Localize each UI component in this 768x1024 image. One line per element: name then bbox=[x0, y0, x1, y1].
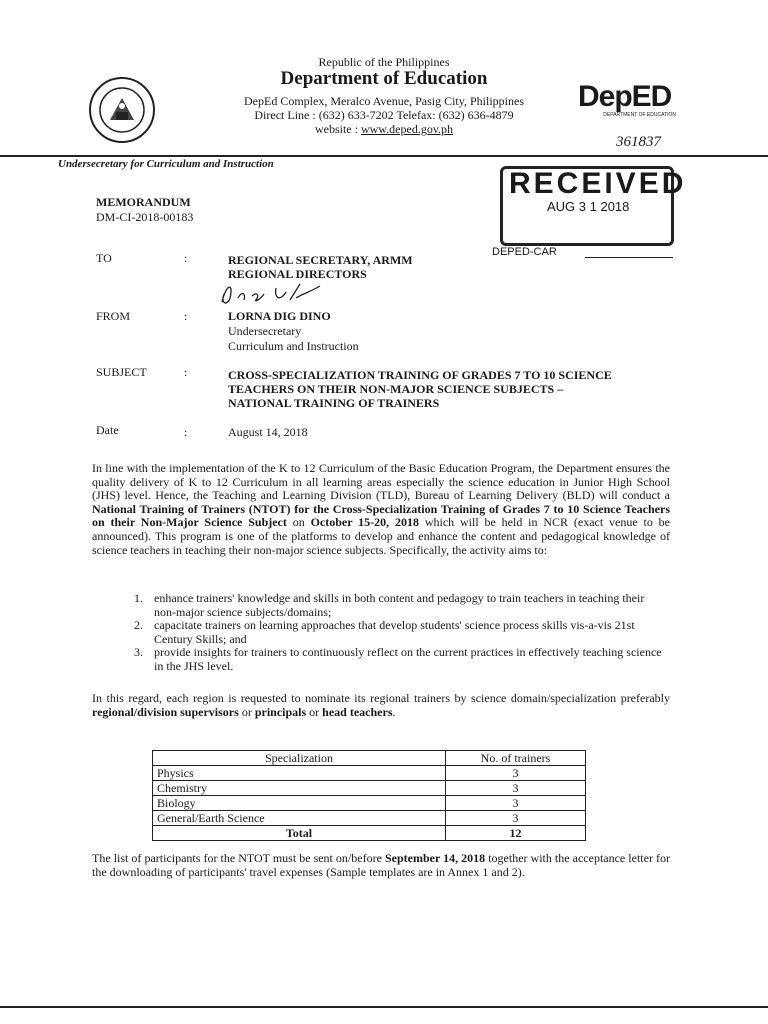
logo-wordmark: DepED bbox=[578, 80, 672, 113]
aim-item bbox=[134, 646, 666, 673]
from-label: FROM bbox=[96, 309, 131, 323]
nomination-text-c: or bbox=[238, 704, 255, 719]
aim-number: 1. bbox=[134, 591, 143, 605]
intro-paragraph bbox=[92, 462, 670, 557]
table-cell-count: 3 bbox=[446, 796, 586, 811]
header-rule bbox=[0, 155, 768, 157]
nomination-text-g: . bbox=[392, 704, 396, 719]
from-name: LORNA DIG DINO bbox=[228, 309, 331, 323]
memo-number: DM-CI-2018-00183 bbox=[96, 210, 194, 224]
subject-colon: : bbox=[184, 365, 188, 379]
table-row bbox=[153, 811, 586, 826]
aim-item bbox=[134, 592, 666, 619]
table-row bbox=[153, 796, 586, 811]
aim-item bbox=[134, 619, 666, 646]
from-title-1: Undersecretary bbox=[228, 324, 302, 338]
intro-text-a: In line with the implementation of the K to 12 Curriculum of the Basic Education Program, the Department ensures the quality delivery of K to 12 Curriculum in all learning areas especially the science education in Junior High School (JHS) level. Hence, the Teaching and Learning Division (TLD), Bureau of Learning Delivery (BLD) will conduct a bbox=[92, 461, 670, 503]
intro-training-dates: October 15-20, 2018 bbox=[310, 515, 420, 530]
stamp-date: AUG 3 1 2018 bbox=[547, 199, 630, 214]
date-label: Date bbox=[96, 423, 119, 437]
contact-line: Direct Line : (632) 633-7202 Telefax: (632) 636-4879 bbox=[254, 108, 514, 122]
table-cell-specialization: General/Earth Science bbox=[153, 811, 446, 826]
aim-number: 3. bbox=[134, 645, 143, 660]
date-colon: : bbox=[184, 425, 188, 439]
website-line bbox=[214, 122, 554, 137]
stamp-line bbox=[585, 257, 673, 258]
intro-training-title: National Training of Trainers (NTOT) for the Cross-Specialization Training of Grades 7 to 10 Science Teachers on their Non-Major Science Subject bbox=[92, 501, 670, 530]
table-header-specialization: Specialization bbox=[153, 751, 446, 766]
to-colon: : bbox=[184, 251, 188, 265]
table-cell-count: 3 bbox=[446, 811, 586, 826]
aim-text: enhance trainers' knowledge and skills in both content and pedagogy to train teachers in teaching their non-major science subjects/domains; bbox=[154, 591, 645, 619]
intro-text-c: on bbox=[286, 515, 311, 530]
received-stamp bbox=[500, 166, 687, 246]
nomination-text-e: or bbox=[306, 704, 323, 719]
nomination-paragraph bbox=[92, 692, 670, 719]
nomination-principals: principals bbox=[254, 704, 307, 719]
aim-text: capacitate trainers on learning approaches that develop students' science process skills vis-a-vis 21st Century Skills; and bbox=[154, 618, 635, 646]
date-value: August 14, 2018 bbox=[228, 425, 308, 439]
table-header-row bbox=[153, 751, 586, 766]
table-total-label: Total bbox=[153, 826, 446, 841]
nomination-head-teachers: head teachers bbox=[322, 704, 393, 719]
website-link[interactable]: www.deped.gov.ph bbox=[360, 122, 454, 136]
website-label: website : bbox=[314, 122, 358, 136]
nomination-supervisors: regional/division supervisors bbox=[92, 704, 239, 719]
deped-logo bbox=[578, 82, 688, 118]
table-total-row bbox=[153, 826, 586, 841]
stamp-text: RECEIVED bbox=[509, 167, 687, 200]
intro-text-e: which will be held in NCR (exact venue to be announced). This program is one of the platforms to develop and enhance the content and pedagogical knowledge of science teachers in teaching their non-major science subjects. Specifically, the activity aims to: bbox=[92, 515, 671, 557]
handwritten-number: 361837 bbox=[616, 134, 661, 150]
from-colon: : bbox=[184, 309, 188, 323]
address-line: DepEd Complex, Meralco Avenue, Pasig City, Philippines bbox=[244, 94, 524, 108]
office-line: Undersecretary for Curriculum and Instruction bbox=[58, 158, 274, 170]
footer-rule bbox=[0, 1006, 768, 1008]
table-cell-specialization: Biology bbox=[153, 796, 446, 811]
subject-line-2: TEACHERS ON THEIR NON-MAJOR SCIENCE SUBJECTS – bbox=[228, 382, 564, 396]
memo-type: MEMORANDUM bbox=[96, 195, 191, 209]
table-cell-count: 3 bbox=[446, 766, 586, 781]
subject-line-1: CROSS-SPECIALIZATION TRAINING OF GRADES 7 TO 10 SCIENCE bbox=[228, 368, 612, 382]
logo-subtext: DEPARTMENT OF EDUCATION bbox=[603, 112, 676, 118]
table-row bbox=[153, 781, 586, 796]
to-label: TO bbox=[96, 251, 112, 265]
aims-list bbox=[134, 592, 666, 674]
table-cell-count: 3 bbox=[446, 781, 586, 796]
subject-line-3: NATIONAL TRAINING OF TRAINERS bbox=[228, 396, 440, 410]
to-line-1: REGIONAL SECRETARY, ARMM bbox=[228, 253, 413, 267]
table-cell-specialization: Physics bbox=[153, 766, 446, 781]
table-header-count: No. of trainers bbox=[446, 751, 586, 766]
closing-deadline: September 14, 2018 bbox=[384, 851, 486, 865]
table-total-value: 12 bbox=[446, 826, 586, 841]
republic-line: Republic of the Philippines bbox=[318, 55, 450, 69]
subject-label: SUBJECT bbox=[96, 365, 147, 379]
stamp-office: DEPED-CAR bbox=[492, 246, 557, 258]
closing-text-a: The list of participants for the NTOT must be sent on/before bbox=[92, 851, 385, 865]
closing-paragraph bbox=[92, 852, 670, 879]
nomination-text-a: In this regard, each region is requested to nominate its regional trainers by science domain/specialization preferably bbox=[92, 691, 670, 705]
trainers-table bbox=[152, 750, 586, 841]
table-row bbox=[153, 766, 586, 781]
table-cell-specialization: Chemistry bbox=[153, 781, 446, 796]
closing-text-c: together with the acceptance letter for the downloading of participants' travel expenses (Sample templates are in Annex 1 and 2). bbox=[92, 851, 670, 879]
department-title: Department of Education bbox=[280, 68, 488, 89]
from-title-2: Curriculum and Instruction bbox=[228, 339, 359, 353]
aim-number: 2. bbox=[134, 618, 143, 633]
deped-seal bbox=[88, 76, 156, 144]
to-line-2: REGIONAL DIRECTORS bbox=[228, 267, 367, 281]
aim-text: provide insights for trainers to continuously reflect on the current practices in effectively teaching science in the JHS level. bbox=[154, 645, 662, 673]
